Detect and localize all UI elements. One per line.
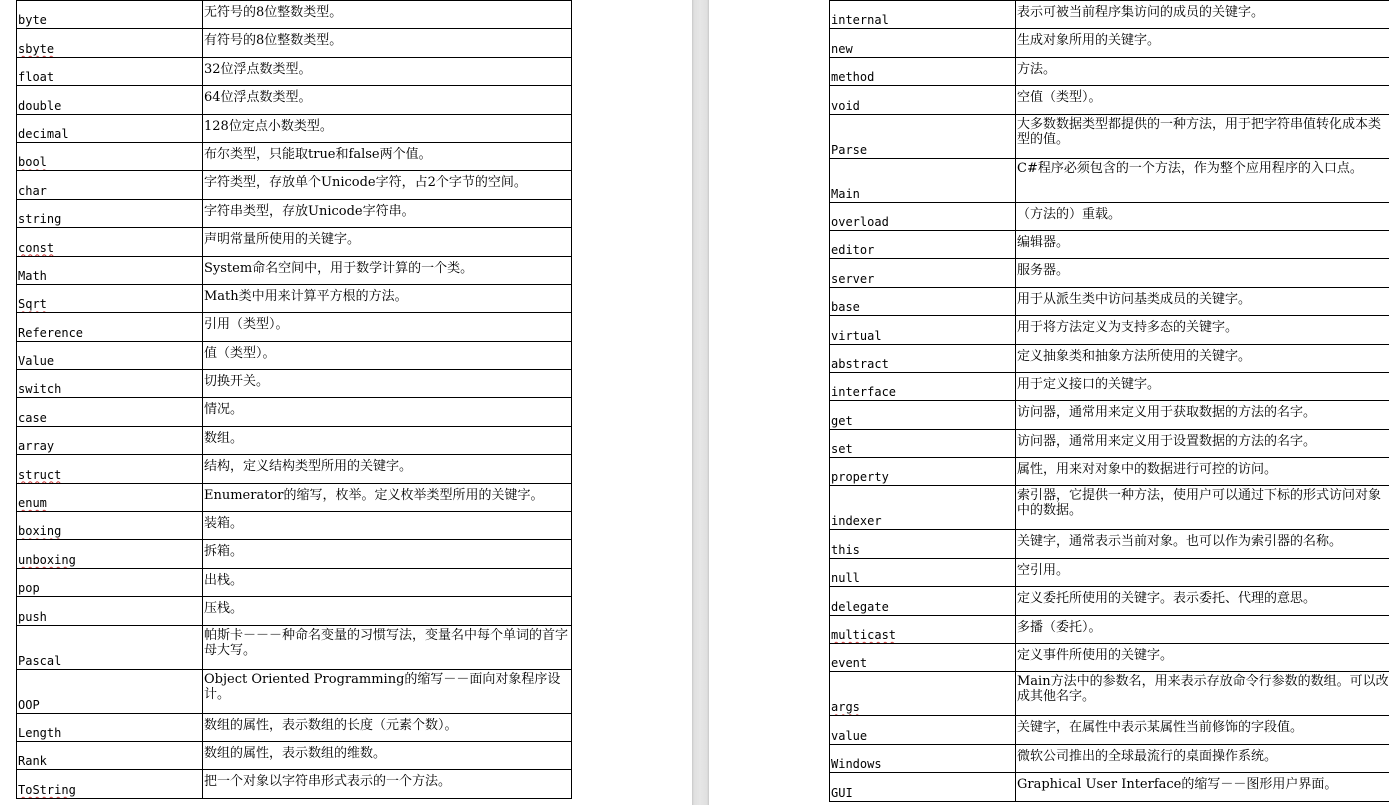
term-cell[interactable]	[17, 142, 203, 170]
table-row	[830, 158, 1389, 202]
description-cell[interactable]: 数组。	[203, 426, 572, 454]
table-row	[17, 341, 572, 369]
term-cell[interactable]: double	[17, 86, 203, 114]
description-cell[interactable]: 服务器。	[1016, 259, 1389, 287]
term-cell[interactable]: Parse	[830, 114, 1016, 158]
term-cell[interactable]: Length	[17, 713, 203, 741]
description-cell[interactable]: 128位定点小数类型。	[203, 114, 572, 142]
table-row	[830, 1, 1389, 29]
term-cell[interactable]: push	[17, 597, 203, 625]
term-cell[interactable]	[17, 284, 203, 312]
description-cell[interactable]: 空引用。	[1016, 558, 1389, 586]
term-text: ToString	[18, 782, 76, 797]
description-cell[interactable]: 访问器，通常用来定义用于获取数据的方法的名字。	[1016, 401, 1389, 429]
table-row	[17, 1, 572, 29]
description-cell[interactable]: 结构，定义结构类型所用的关键字。	[203, 455, 572, 483]
term-cell[interactable]: server	[830, 259, 1016, 287]
description-cell[interactable]: Object Oriented Programming的缩写－－面向对象程序设计。	[203, 669, 572, 713]
description-cell[interactable]: Graphical User Interface的缩写－－图形用户界面。	[1016, 773, 1389, 801]
description-cell[interactable]: 关键字，在属性中表示某属性当前修饰的字段值。	[1016, 716, 1389, 744]
description-cell[interactable]: 大多数数据类型都提供的一种方法，用于把字符串值转化成本类型的值。	[1016, 114, 1389, 158]
table-row	[830, 287, 1389, 315]
description-cell[interactable]: 数组的属性，表示数组的长度（元素个数）。	[203, 713, 572, 741]
term-cell[interactable]: overload	[830, 202, 1016, 230]
term-cell[interactable]: Value	[17, 341, 203, 369]
term-cell[interactable]	[17, 483, 203, 511]
table-row	[17, 86, 572, 114]
description-cell[interactable]: Main方法中的参数名，用来表示存放命令行参数的数组。可以改成其他名字。	[1016, 672, 1389, 716]
table-row	[830, 86, 1389, 114]
description-cell[interactable]: System命名空间中，用于数学计算的一个类。	[203, 256, 572, 284]
description-cell[interactable]: 空值（类型）。	[1016, 86, 1389, 114]
table-row	[830, 344, 1389, 372]
table-row	[830, 114, 1389, 158]
term-cell[interactable]: pop	[17, 568, 203, 596]
term-cell[interactable]: base	[830, 287, 1016, 315]
description-cell[interactable]: 切换开关。	[203, 370, 572, 398]
table-row	[17, 313, 572, 341]
term-cell[interactable]: virtual	[830, 316, 1016, 344]
description-cell[interactable]: 生成对象所用的关键字。	[1016, 29, 1389, 57]
table-row	[17, 284, 572, 312]
term-cell[interactable]: null	[830, 558, 1016, 586]
table-row	[830, 57, 1389, 85]
term-cell[interactable]: Windows	[830, 744, 1016, 772]
description-cell[interactable]: 字符类型，存放单个Unicode字符，占2个字节的空间。	[203, 171, 572, 199]
table-row	[830, 429, 1389, 457]
term-text: boxing	[18, 524, 62, 539]
description-cell[interactable]: 用于从派生类中访问基类成员的关键字。	[1016, 287, 1389, 315]
table-row	[830, 486, 1389, 530]
table-row	[830, 644, 1389, 672]
table-row	[830, 773, 1389, 801]
table-row	[17, 370, 572, 398]
table-row	[830, 587, 1389, 615]
table-row	[17, 512, 572, 540]
table-row	[17, 171, 572, 199]
description-cell[interactable]: 有符号的8位整数类型。	[203, 29, 572, 57]
table-row	[17, 625, 572, 669]
description-cell[interactable]: 字符串类型，存放Unicode字符串。	[203, 199, 572, 227]
description-cell[interactable]: C#程序必须包含的一个方法，作为整个应用程序的入口点。	[1016, 158, 1389, 202]
table-row	[17, 256, 572, 284]
term-cell[interactable]: this	[830, 530, 1016, 558]
term-cell[interactable]: float	[17, 57, 203, 85]
term-cell[interactable]: value	[830, 716, 1016, 744]
table-row	[17, 597, 572, 625]
description-cell[interactable]: 无符号的8位整数类型。	[203, 1, 572, 29]
table-row	[830, 530, 1389, 558]
table-row	[830, 316, 1389, 344]
term-cell[interactable]: editor	[830, 230, 1016, 258]
term-cell[interactable]: switch	[17, 370, 203, 398]
document-page-left	[0, 0, 692, 805]
page-separator	[692, 0, 709, 805]
description-cell[interactable]: 情况。	[203, 398, 572, 426]
term-cell[interactable]: indexer	[830, 486, 1016, 530]
description-cell[interactable]: 访问器，通常用来定义用于设置数据的方法的名字。	[1016, 429, 1389, 457]
description-cell[interactable]: 关键字，通常表示当前对象。也可以作为索引器的名称。	[1016, 530, 1389, 558]
table-row	[830, 672, 1389, 716]
term-text: bool	[18, 155, 47, 170]
table-row	[17, 770, 572, 798]
term-cell[interactable]	[17, 540, 203, 568]
document-page-right	[709, 0, 1389, 805]
description-cell[interactable]: 用于将方法定义为支持多态的关键字。	[1016, 316, 1389, 344]
description-cell[interactable]: Enumerator的缩写，枚举。定义枚举类型所用的关键字。	[203, 483, 572, 511]
term-text: const	[18, 240, 55, 255]
term-cell[interactable]: Main	[830, 158, 1016, 202]
term-cell[interactable]: byte	[17, 1, 203, 29]
description-cell[interactable]: 微软公司推出的全球最流行的桌面操作系统。	[1016, 744, 1389, 772]
table-row	[17, 426, 572, 454]
description-cell[interactable]: 属性，用来对对象中的数据进行可控的访问。	[1016, 458, 1389, 486]
table-row	[17, 483, 572, 511]
table-row	[17, 540, 572, 568]
table-row	[17, 114, 572, 142]
description-cell[interactable]: 帕斯卡－－－种命名变量的习惯写法，变量名中每个单词的首字母大写。	[203, 625, 572, 669]
term-cell[interactable]	[830, 615, 1016, 643]
table-row	[830, 259, 1389, 287]
description-cell[interactable]: 定义委托所使用的关键字。表示委托、代理的意思。	[1016, 587, 1389, 615]
description-cell[interactable]: 64位浮点数类型。	[203, 86, 572, 114]
term-text: Sqrt	[18, 297, 47, 312]
description-cell[interactable]: 声明常量所使用的关键字。	[203, 228, 572, 256]
description-cell[interactable]: 值（类型）。	[203, 341, 572, 369]
term-cell[interactable]: method	[830, 57, 1016, 85]
description-cell[interactable]: 压栈。	[203, 597, 572, 625]
description-cell[interactable]: 拆箱。	[203, 540, 572, 568]
description-cell[interactable]: 索引器，它提供一种方法，使用户可以通过下标的形式访问对象中的数据。	[1016, 486, 1389, 530]
term-cell[interactable]: Reference	[17, 313, 203, 341]
term-cell[interactable]: new	[830, 29, 1016, 57]
table-row	[830, 615, 1389, 643]
table-row	[830, 458, 1389, 486]
term-text: struct	[18, 467, 62, 482]
term-text: sbyte	[18, 41, 55, 56]
term-text: enum	[18, 496, 47, 511]
table-row	[17, 741, 572, 769]
term-cell[interactable]	[17, 455, 203, 483]
description-cell[interactable]: 编辑器。	[1016, 230, 1389, 258]
term-cell[interactable]: Pascal	[17, 625, 203, 669]
description-cell[interactable]: 引用（类型）。	[203, 313, 572, 341]
term-cell[interactable]	[17, 29, 203, 57]
table-row	[17, 568, 572, 596]
term-cell[interactable]: event	[830, 644, 1016, 672]
term-cell[interactable]: property	[830, 458, 1016, 486]
term-cell[interactable]: char	[17, 171, 203, 199]
table-row	[17, 455, 572, 483]
table-row	[830, 716, 1389, 744]
description-cell[interactable]: 定义事件所使用的关键字。	[1016, 644, 1389, 672]
term-cell[interactable]: Math	[17, 256, 203, 284]
table-row	[830, 230, 1389, 258]
description-cell[interactable]: 用于定义接口的关键字。	[1016, 372, 1389, 400]
table-row	[830, 558, 1389, 586]
term-cell[interactable]: void	[830, 86, 1016, 114]
description-cell[interactable]: 出栈。	[203, 568, 572, 596]
term-cell[interactable]	[830, 672, 1016, 716]
table-row	[17, 142, 572, 170]
term-cell[interactable]: case	[17, 398, 203, 426]
description-cell[interactable]: 32位浮点数类型。	[203, 57, 572, 85]
term-cell[interactable]: delegate	[830, 587, 1016, 615]
description-cell[interactable]: 装箱。	[203, 512, 572, 540]
glossary-table-left	[16, 0, 572, 799]
description-cell[interactable]: 表示可被当前程序集访问的成员的关键字。	[1016, 1, 1389, 29]
table-row	[830, 202, 1389, 230]
table-row	[830, 401, 1389, 429]
description-cell[interactable]: Math类中用来计算平方根的方法。	[203, 284, 572, 312]
description-cell[interactable]: 方法。	[1016, 57, 1389, 85]
description-cell[interactable]: 布尔类型，只能取true和false两个值。	[203, 142, 572, 170]
table-row	[830, 744, 1389, 772]
term-cell[interactable]	[17, 770, 203, 798]
table-row	[17, 669, 572, 713]
term-cell[interactable]: array	[17, 426, 203, 454]
table-row	[17, 713, 572, 741]
description-cell[interactable]: （方法的）重载。	[1016, 202, 1389, 230]
term-cell[interactable]: GUI	[830, 773, 1016, 801]
table-row	[17, 199, 572, 227]
term-cell[interactable]: string	[17, 199, 203, 227]
description-cell[interactable]: 多播（委托）。	[1016, 615, 1389, 643]
term-text: args	[831, 700, 860, 715]
table-row	[17, 398, 572, 426]
term-text: multicast	[831, 628, 897, 643]
description-cell[interactable]: 定义抽象类和抽象方法所使用的关键字。	[1016, 344, 1389, 372]
term-cell[interactable]: Rank	[17, 741, 203, 769]
term-cell[interactable]: interface	[830, 372, 1016, 400]
term-cell[interactable]: get	[830, 401, 1016, 429]
description-cell[interactable]: 数组的属性，表示数组的维数。	[203, 741, 572, 769]
term-cell[interactable]	[17, 228, 203, 256]
table-row	[17, 57, 572, 85]
glossary-table-right	[829, 0, 1389, 802]
term-cell[interactable]: OOP	[17, 669, 203, 713]
term-cell[interactable]: decimal	[17, 114, 203, 142]
table-row	[17, 228, 572, 256]
term-cell[interactable]	[17, 512, 203, 540]
table-row	[17, 29, 572, 57]
table-row	[830, 372, 1389, 400]
term-cell[interactable]: set	[830, 429, 1016, 457]
term-cell[interactable]: abstract	[830, 344, 1016, 372]
description-cell[interactable]: 把一个对象以字符串形式表示的一个方法。	[203, 770, 572, 798]
table-row	[830, 29, 1389, 57]
term-text: unboxing	[18, 552, 76, 567]
term-cell[interactable]: internal	[830, 1, 1016, 29]
